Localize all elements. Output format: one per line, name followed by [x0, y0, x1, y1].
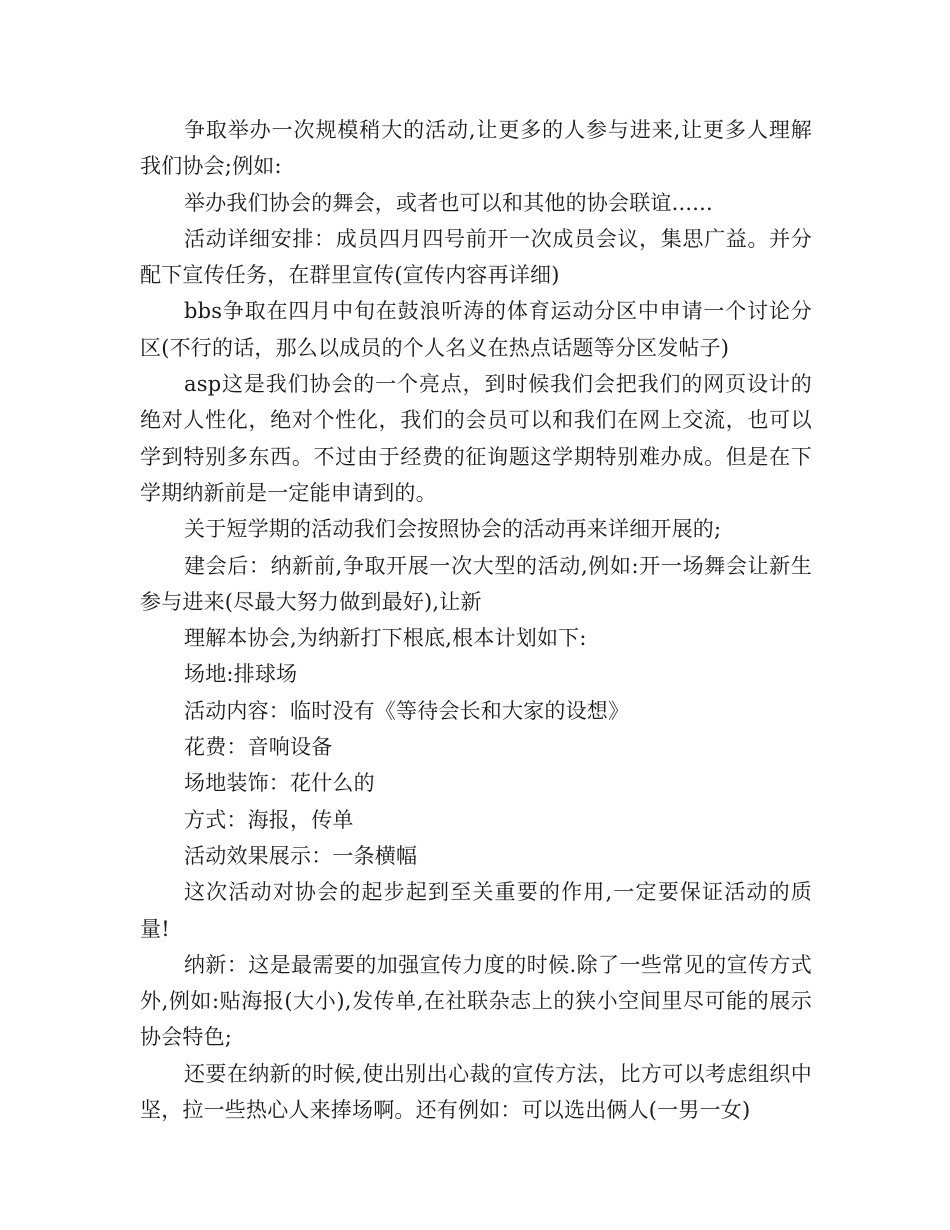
document-body [140, 112, 812, 1128]
paragraph: 关于短学期的活动我们会按照协会的活动再来详细开展的; [184, 517, 722, 542]
paragraph: 这次活动对协会的起步起到至关重要的作用,一定要保证活动的质量! [140, 880, 812, 941]
paragraph: 理解本协会,为纳新打下根底,根本计划如下: [184, 626, 587, 651]
paragraph: 活动效果展示：一条横幅 [184, 843, 418, 868]
paragraph: 还要在纳新的时候,使出别出心裁的宣传方法，比方可以考虑组织中坚，拉一些热心人来捧场啊。还有例如：可以选出俩人(一男一女) [140, 1061, 812, 1123]
paragraph: 花费：音响设备 [184, 735, 333, 760]
paragraph: 建会后：纳新前,争取开展一次大型的活动,例如:开一场舞会让新生参与进来(尽最大努力做到最好),让新 [140, 553, 812, 614]
paragraph: 争取举办一次规模稍大的活动,让更多的人参与进来,让更多人理解我们协会;例如: [140, 118, 812, 179]
paragraph: 纳新：这是最需要的加强宣传力度的时候.除了一些常见的宣传方式外,例如:贴海报(大小),发传单,在社联杂志上的狭小空间里尽可能的展示协会特色; [140, 952, 812, 1050]
paragraph: 活动详细安排：成员四月四号前开一次成员会议，集思广益。并分配下宣传任务，在群里宣传(宣传内容再详细) [140, 226, 812, 288]
paragraph: 方式：海报，传单 [184, 807, 354, 832]
paragraph: 场地装饰：花什么的 [184, 771, 375, 796]
paragraph: 举办我们协会的舞会，或者也可以和其他的协会联谊...... [184, 190, 713, 215]
paragraph: bbs争取在四月中旬在鼓浪听涛的体育运动分区中申请一个讨论分区(不行的话，那么以成员的个人名义在热点话题等分区发帖子) [140, 299, 812, 360]
paragraph: asp这是我们协会的一个亮点，到时候我们会把我们的网页设计的绝对人性化，绝对个性化，我们的会员可以和我们在网上交流，也可以学到特别多东西。不过由于经费的征询题这学期特别难办成。但是在下学期纳新前是一定能申请到的。 [140, 372, 812, 505]
paragraph: 活动内容：临时没有《等待会长和大家的设想》 [184, 698, 630, 723]
paragraph: 场地:排球场 [184, 662, 298, 687]
